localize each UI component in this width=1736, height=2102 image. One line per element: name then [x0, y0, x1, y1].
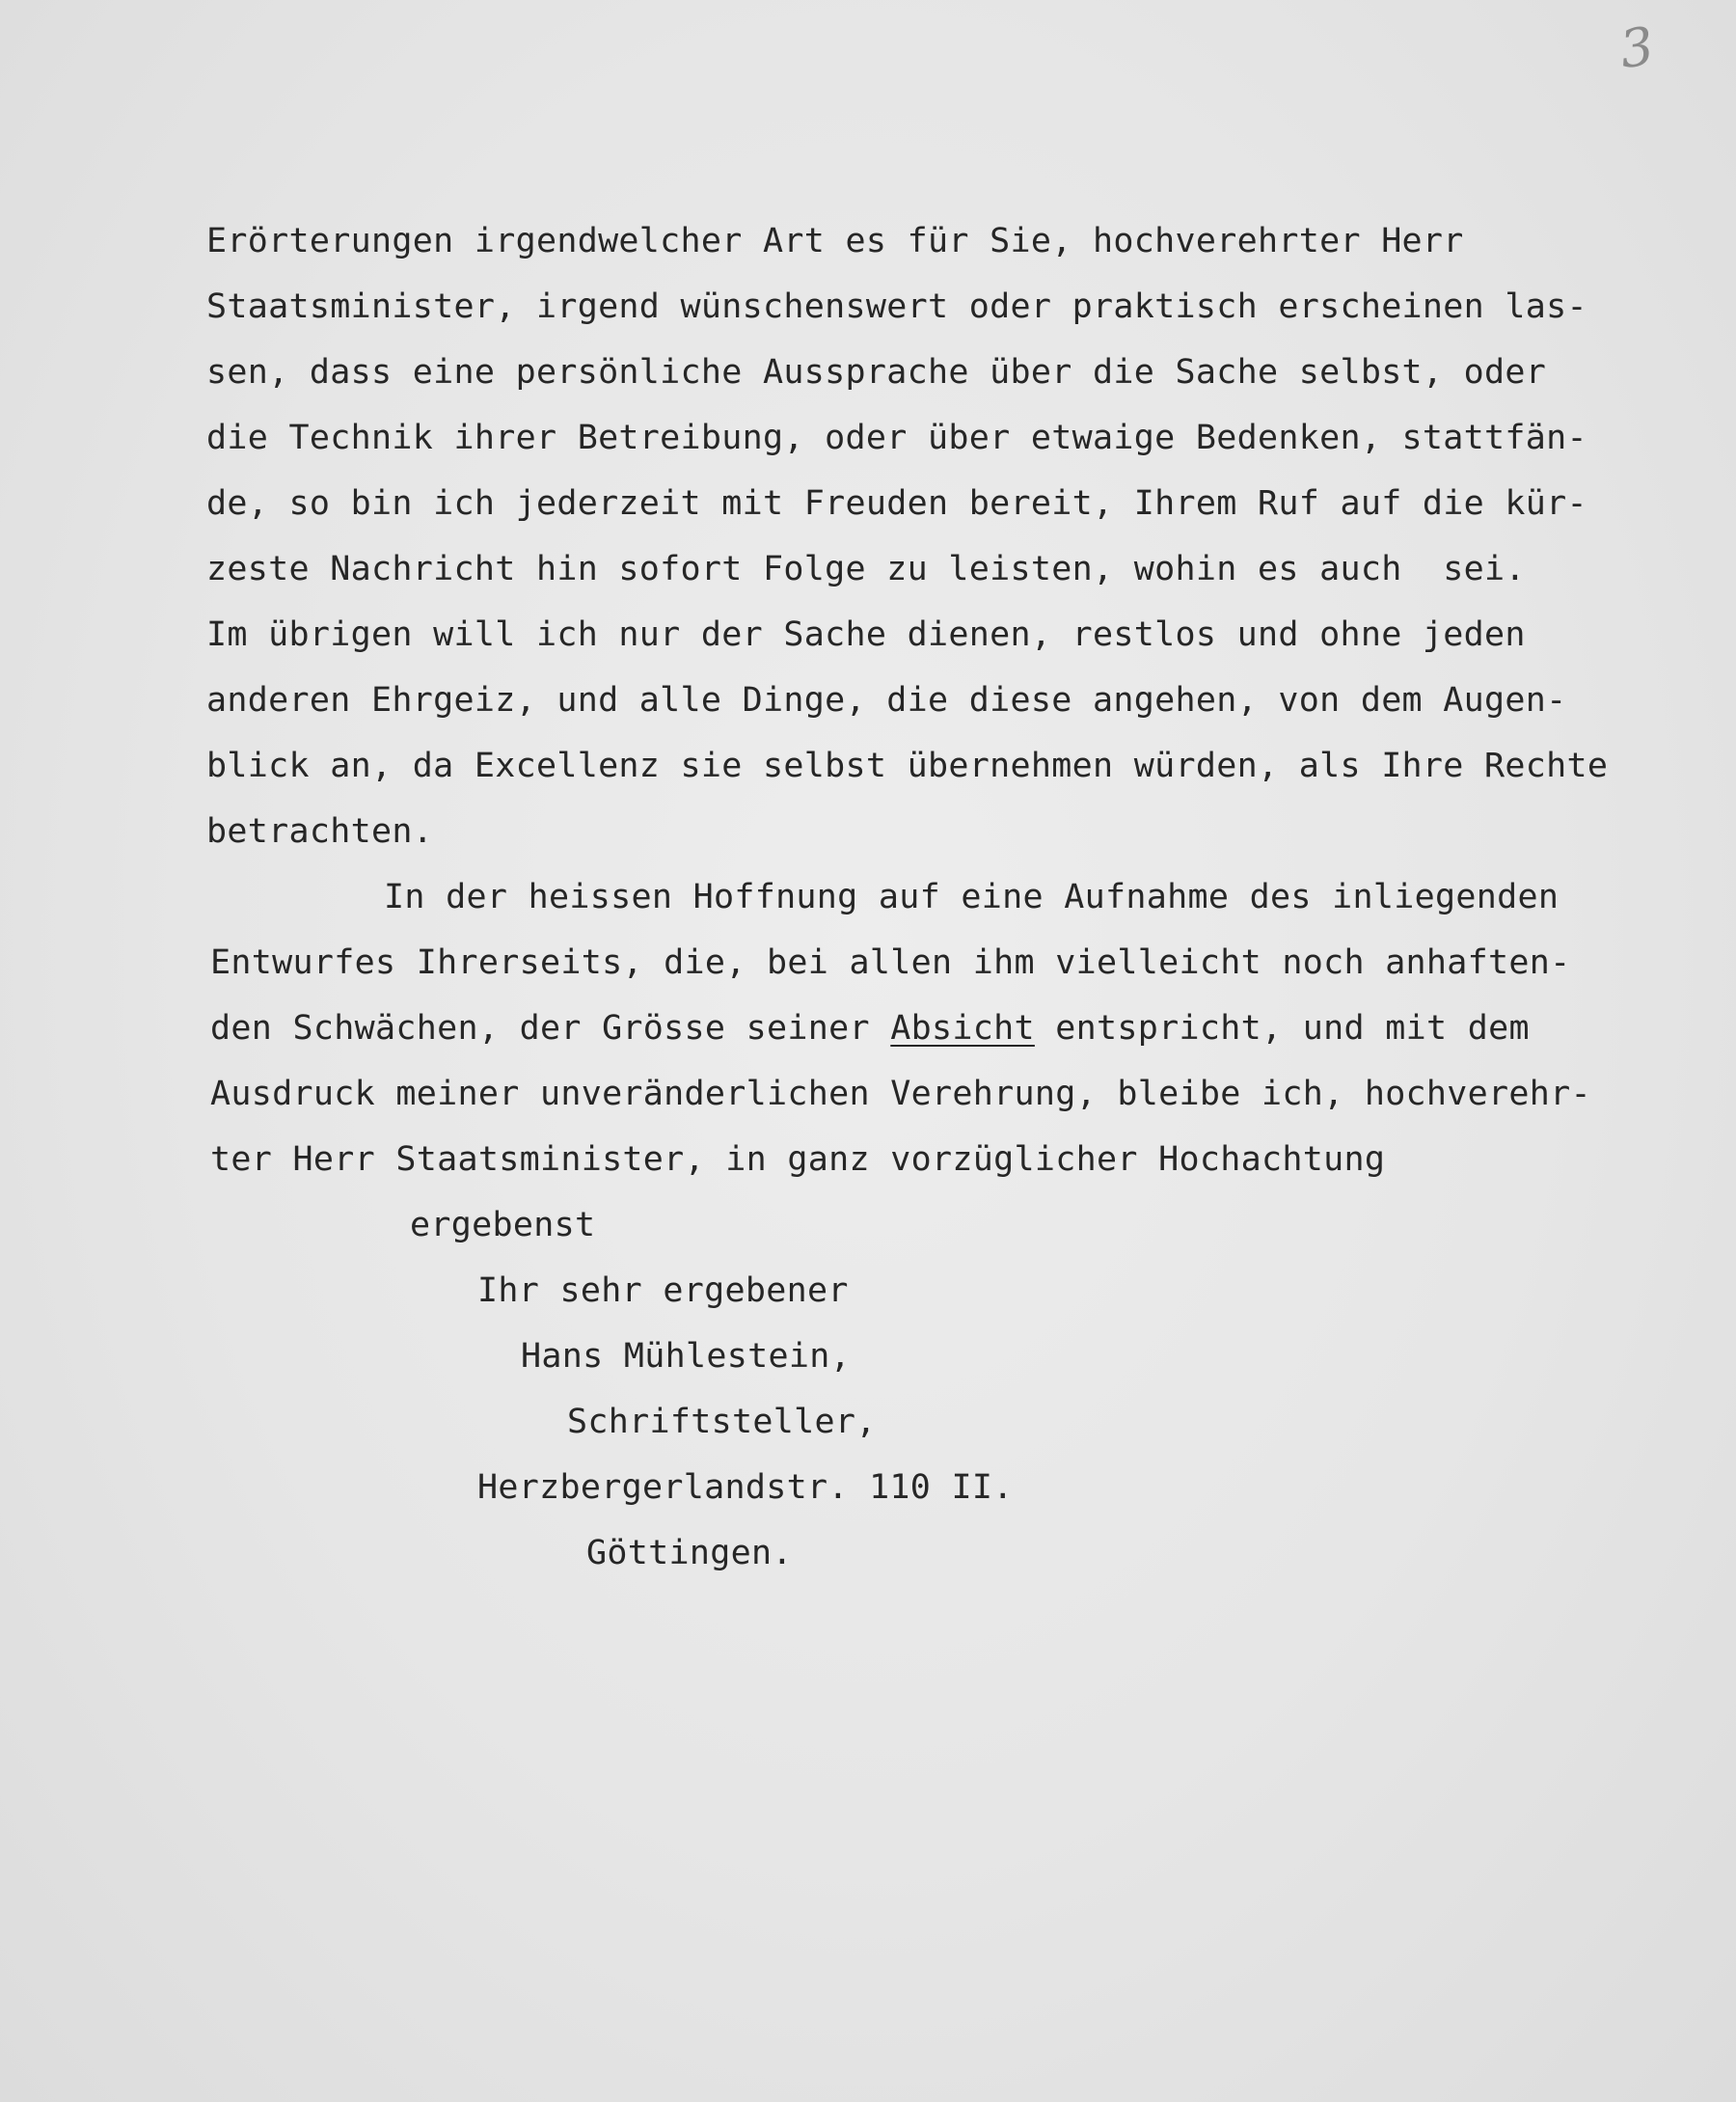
- text-line: ter Herr Staatsminister, in ganz vorzüglicher Hochachtung: [210, 1140, 1386, 1179]
- text-line: anderen Ehrgeiz, und alle Dinge, die diese angehen, von dem Augen-: [206, 681, 1567, 720]
- text-line: die Technik ihrer Betreibung, oder über etwaige Bedenken, stattfän-: [206, 419, 1587, 457]
- text-line: betrachten.: [206, 812, 434, 851]
- signer-profession: Schriftsteller,: [567, 1403, 877, 1441]
- text-segment: den Schwächen, der Grösse seiner: [210, 1009, 891, 1048]
- signer-street: Herzbergerlandstr. 110 II.: [477, 1468, 1014, 1507]
- text-line: [210, 1009, 1530, 1048]
- text-line: In der heissen Hoffnung auf eine Aufnahme des inliegenden: [384, 878, 1560, 916]
- text-line: sen, dass eine persönliche Aussprache über die Sache selbst, oder: [206, 353, 1547, 392]
- signer-name: Hans Mühlestein,: [521, 1337, 851, 1376]
- text-segment: entspricht, und mit dem: [1034, 1009, 1530, 1048]
- closing-ergebenst: ergebenst: [410, 1206, 596, 1244]
- underlined-word: Absicht: [890, 1009, 1035, 1048]
- signer-city: Göttingen.: [586, 1534, 793, 1572]
- text-line: Im übrigen will ich nur der Sache dienen, restlos und ohne jeden: [206, 615, 1526, 654]
- text-line: Staatsminister, irgend wünschenswert oder praktisch erscheinen las-: [206, 287, 1587, 326]
- text-line: blick an, da Excellenz sie selbst übernehmen würden, als Ihre Rechte: [206, 747, 1609, 785]
- text-line: zeste Nachricht hin sofort Folge zu leisten, wohin es auch sei.: [206, 550, 1526, 588]
- text-line: de, so bin ich jederzeit mit Freuden bereit, Ihrem Ruf auf die kür-: [206, 484, 1587, 523]
- text-line: Entwurfes Ihrerseits, die, bei allen ihm vielleicht noch anhaften-: [210, 943, 1571, 982]
- text-line: Ausdruck meiner unveränderlichen Verehrung, bleibe ich, hochverehr-: [210, 1075, 1591, 1113]
- page-number: 3: [1615, 14, 1658, 81]
- text-line: Erörterungen irgendwelcher Art es für Sie, hochverehrter Herr: [206, 222, 1464, 260]
- closing-salutation: Ihr sehr ergebener: [477, 1271, 849, 1310]
